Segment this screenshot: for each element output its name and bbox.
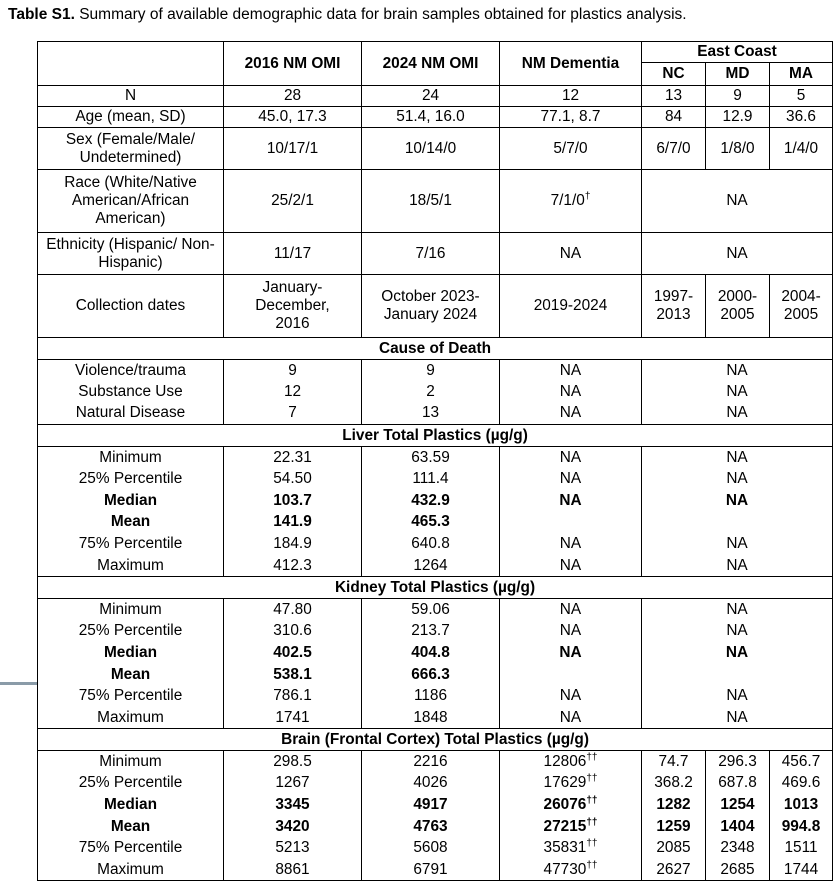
brain-row <box>38 751 833 773</box>
header-ma: MA <box>770 63 833 86</box>
liver-row <box>38 512 833 534</box>
cell-value: 28 <box>224 86 362 107</box>
header-east-coast: East Coast <box>642 42 833 63</box>
row-label: Minimum <box>38 447 224 469</box>
cell-value: 640.8 <box>362 533 500 555</box>
cell-value: 1/4/0 <box>770 128 833 170</box>
double-dagger-footnote-mark: †† <box>586 795 598 807</box>
cell-value: 111.4 <box>362 468 500 490</box>
row-label: 25% Percentile <box>38 773 224 795</box>
cell-value: 13 <box>642 86 706 107</box>
row-label: Median <box>38 490 224 512</box>
row-label: Minimum <box>38 599 224 621</box>
row-collection-dates <box>38 275 833 338</box>
brain-row <box>38 773 833 795</box>
cell-value: 36.6 <box>770 107 833 128</box>
brain-row <box>38 816 833 838</box>
cell-value <box>500 751 642 773</box>
cell-value: 24 <box>362 86 500 107</box>
cell-value: October 2023-January 2024 <box>362 275 500 338</box>
cell-value: 2685 <box>706 859 770 881</box>
row-label: 75% Percentile <box>38 685 224 707</box>
row-label: 75% Percentile <box>38 533 224 555</box>
scroll-indicator <box>0 682 37 685</box>
cell-value <box>500 859 642 881</box>
row-n <box>38 86 833 107</box>
kidney-row <box>38 599 833 621</box>
cell-value <box>500 512 642 534</box>
cell-value: 298.5 <box>224 751 362 773</box>
kidney-row <box>38 664 833 686</box>
cell-value: 10/14/0 <box>362 128 500 170</box>
row-label: Substance Use <box>38 381 224 403</box>
cell-value: NA <box>500 447 642 469</box>
cell-value: 368.2 <box>642 773 706 795</box>
brain-section-title-cell: Brain (Frontal Cortex) Total Plastics (µg/g) <box>38 729 833 751</box>
table-caption <box>8 6 687 24</box>
cell-value: 1264 <box>362 555 500 577</box>
header-2016-nm-omi: 2016 NM OMI <box>224 42 362 86</box>
row-race <box>38 170 833 233</box>
cell-value: 1404 <box>706 816 770 838</box>
cell-value: 1254 <box>706 794 770 816</box>
cell-value: 1186 <box>362 685 500 707</box>
brain-row <box>38 838 833 860</box>
cell-value: 432.9 <box>362 490 500 512</box>
row-label: Race (White/Native American/African American) <box>38 170 224 233</box>
liver-row <box>38 447 833 469</box>
cell-value: NA <box>642 447 833 469</box>
dagger-footnote-mark: † <box>584 191 591 202</box>
liver-row <box>38 555 833 577</box>
cause-section-title-cell: Cause of Death <box>38 338 833 360</box>
cell-value: 51.4, 16.0 <box>362 107 500 128</box>
cell-value: NA <box>642 490 833 512</box>
cell-value: 18/5/1 <box>362 170 500 233</box>
cell-value: 6791 <box>362 859 500 881</box>
kidney-section-title-cell: Kidney Total Plastics (µg/g) <box>38 577 833 599</box>
row-label: Collection dates <box>38 275 224 338</box>
cell-value: 456.7 <box>770 751 833 773</box>
demographics-table <box>37 41 833 881</box>
cell-text: 12806 <box>543 752 587 770</box>
cell-value: 9 <box>706 86 770 107</box>
cell-value: 1/8/0 <box>706 128 770 170</box>
header-2024-nm-omi: 2024 NM OMI <box>362 42 500 86</box>
cell-value <box>642 664 833 686</box>
cell-value: 5213 <box>224 838 362 860</box>
cell-value: 1741 <box>224 707 362 729</box>
cell-value: 7/16 <box>362 233 500 275</box>
cell-value: 6/7/0 <box>642 128 706 170</box>
cell-value: 786.1 <box>224 685 362 707</box>
cell-value: 2085 <box>642 838 706 860</box>
cell-value: 22.31 <box>224 447 362 469</box>
cell-value: January-December, 2016 <box>224 275 362 338</box>
cell-value: 1282 <box>642 794 706 816</box>
cell-value: 103.7 <box>224 490 362 512</box>
cell-value: NA <box>642 555 833 577</box>
cell-value: 84 <box>642 107 706 128</box>
cell-value: NA <box>500 642 642 664</box>
cell-value: NA <box>642 599 833 621</box>
cell-value <box>500 170 642 233</box>
row-label: Maximum <box>38 555 224 577</box>
liver-section-title <box>38 425 833 447</box>
cause-row <box>38 403 833 425</box>
cell-value: 3420 <box>224 816 362 838</box>
cell-value: NA <box>642 468 833 490</box>
cell-value: 5608 <box>362 838 500 860</box>
double-dagger-footnote-mark: †† <box>586 816 598 828</box>
liver-row <box>38 468 833 490</box>
cell-value: 213.7 <box>362 620 500 642</box>
cell-value <box>500 816 642 838</box>
cell-value: 465.3 <box>362 512 500 534</box>
cell-value: NA <box>500 555 642 577</box>
cell-value: 8861 <box>224 859 362 881</box>
cell-value: 4026 <box>362 773 500 795</box>
cell-value: 2216 <box>362 751 500 773</box>
cell-value: NA <box>642 381 833 403</box>
cell-value: NA <box>642 620 833 642</box>
kidney-row <box>38 620 833 642</box>
cell-value: 13 <box>362 403 500 425</box>
cell-value: NA <box>500 468 642 490</box>
cell-value <box>500 794 642 816</box>
cause-row <box>38 360 833 382</box>
header-nc: NC <box>642 63 706 86</box>
cell-value: NA <box>500 533 642 555</box>
brain-section-title <box>38 729 833 751</box>
row-label: Median <box>38 794 224 816</box>
cell-value: 994.8 <box>770 816 833 838</box>
cell-value: 47.80 <box>224 599 362 621</box>
cell-value: 2348 <box>706 838 770 860</box>
cell-value: 412.3 <box>224 555 362 577</box>
cell-value: NA <box>500 620 642 642</box>
double-dagger-footnote-mark: †† <box>586 859 598 871</box>
cell-value: 2004-2005 <box>770 275 833 338</box>
row-label: 75% Percentile <box>38 838 224 860</box>
cell-value: NA <box>500 381 642 403</box>
cell-text: 27215 <box>543 817 587 835</box>
cell-value: 1744 <box>770 859 833 881</box>
cell-text: 7/1/0 <box>550 192 585 209</box>
cell-value: 12 <box>224 381 362 403</box>
header-row-1 <box>38 42 833 63</box>
cell-value: 77.1, 8.7 <box>500 107 642 128</box>
row-ethnicity <box>38 233 833 275</box>
cell-value: 1267 <box>224 773 362 795</box>
row-label: Maximum <box>38 859 224 881</box>
row-label: Mean <box>38 512 224 534</box>
cell-value: 2000-2005 <box>706 275 770 338</box>
cell-value: 2 <box>362 381 500 403</box>
cell-value: NA <box>500 599 642 621</box>
cell-value: 141.9 <box>224 512 362 534</box>
cell-value: 2019-2024 <box>500 275 642 338</box>
row-label: Median <box>38 642 224 664</box>
cell-value: NA <box>642 403 833 425</box>
cell-value: 45.0, 17.3 <box>224 107 362 128</box>
cell-value: NA <box>642 233 833 275</box>
cell-value: 5 <box>770 86 833 107</box>
cell-value: 310.6 <box>224 620 362 642</box>
cell-value: NA <box>642 170 833 233</box>
liver-row <box>38 490 833 512</box>
row-label: Minimum <box>38 751 224 773</box>
cell-text: 35831 <box>543 839 587 857</box>
brain-row <box>38 794 833 816</box>
cell-value: 9 <box>224 360 362 382</box>
row-label: Age (mean, SD) <box>38 107 224 128</box>
cell-value: 25/2/1 <box>224 170 362 233</box>
double-dagger-footnote-mark: †† <box>586 751 598 763</box>
cell-value: NA <box>500 490 642 512</box>
cell-value: NA <box>642 533 833 555</box>
cell-value: 1997-2013 <box>642 275 706 338</box>
cell-value: 402.5 <box>224 642 362 664</box>
cell-value: 59.06 <box>362 599 500 621</box>
cell-value: 1511 <box>770 838 833 860</box>
cell-value: NA <box>642 707 833 729</box>
cell-value: 687.8 <box>706 773 770 795</box>
cell-value: 12.9 <box>706 107 770 128</box>
row-age <box>38 107 833 128</box>
cell-value: 4917 <box>362 794 500 816</box>
cell-text: 47730 <box>543 860 587 878</box>
cell-value: NA <box>500 360 642 382</box>
row-label: 25% Percentile <box>38 620 224 642</box>
cell-value: 10/17/1 <box>224 128 362 170</box>
cell-value: 1259 <box>642 816 706 838</box>
cell-value: NA <box>500 707 642 729</box>
caption-text: Summary of available demographic data for brain samples obtained for plastics analysis. <box>74 6 687 23</box>
cell-value: 2627 <box>642 859 706 881</box>
cell-value: 404.8 <box>362 642 500 664</box>
cell-value: NA <box>642 685 833 707</box>
header-empty-cell <box>38 42 224 86</box>
kidney-row <box>38 685 833 707</box>
cell-value <box>500 664 642 686</box>
cell-value: NA <box>500 233 642 275</box>
cell-value: 63.59 <box>362 447 500 469</box>
cell-value: 4763 <box>362 816 500 838</box>
header-md: MD <box>706 63 770 86</box>
cell-text: 17629 <box>543 774 587 792</box>
cell-value: NA <box>500 685 642 707</box>
row-label: Natural Disease <box>38 403 224 425</box>
cell-value: 538.1 <box>224 664 362 686</box>
caption-label: Table S1. <box>8 6 75 23</box>
cell-value: NA <box>642 642 833 664</box>
cell-value: 296.3 <box>706 751 770 773</box>
brain-row <box>38 859 833 881</box>
cell-value <box>500 838 642 860</box>
row-label: N <box>38 86 224 107</box>
cell-value: 1848 <box>362 707 500 729</box>
cell-value: 7 <box>224 403 362 425</box>
cell-value: 184.9 <box>224 533 362 555</box>
cell-value: 74.7 <box>642 751 706 773</box>
row-label: Maximum <box>38 707 224 729</box>
cell-value: 1013 <box>770 794 833 816</box>
cell-value: NA <box>642 360 833 382</box>
cell-value: 666.3 <box>362 664 500 686</box>
cell-text: 26076 <box>543 796 587 814</box>
row-label: Sex (Female/Male/ Undetermined) <box>38 128 224 170</box>
header-nm-dementia: NM Dementia <box>500 42 642 86</box>
kidney-section-title <box>38 577 833 599</box>
cause-row <box>38 381 833 403</box>
cell-value <box>500 773 642 795</box>
row-label: Mean <box>38 816 224 838</box>
row-label: Mean <box>38 664 224 686</box>
cell-value: 11/17 <box>224 233 362 275</box>
cell-value <box>642 512 833 534</box>
row-label: Violence/trauma <box>38 360 224 382</box>
liver-row <box>38 533 833 555</box>
liver-section-title-cell: Liver Total Plastics (µg/g) <box>38 425 833 447</box>
row-sex <box>38 128 833 170</box>
double-dagger-footnote-mark: †† <box>586 773 598 785</box>
cell-value: 12 <box>500 86 642 107</box>
cell-value: 3345 <box>224 794 362 816</box>
cell-value: 54.50 <box>224 468 362 490</box>
kidney-row <box>38 642 833 664</box>
double-dagger-footnote-mark: †† <box>586 838 598 850</box>
cause-section-title <box>38 338 833 360</box>
cell-value: 5/7/0 <box>500 128 642 170</box>
cell-value: 9 <box>362 360 500 382</box>
cell-value: 469.6 <box>770 773 833 795</box>
cell-value: NA <box>500 403 642 425</box>
row-label: Ethnicity (Hispanic/ Non-Hispanic) <box>38 233 224 275</box>
kidney-row <box>38 707 833 729</box>
row-label: 25% Percentile <box>38 468 224 490</box>
